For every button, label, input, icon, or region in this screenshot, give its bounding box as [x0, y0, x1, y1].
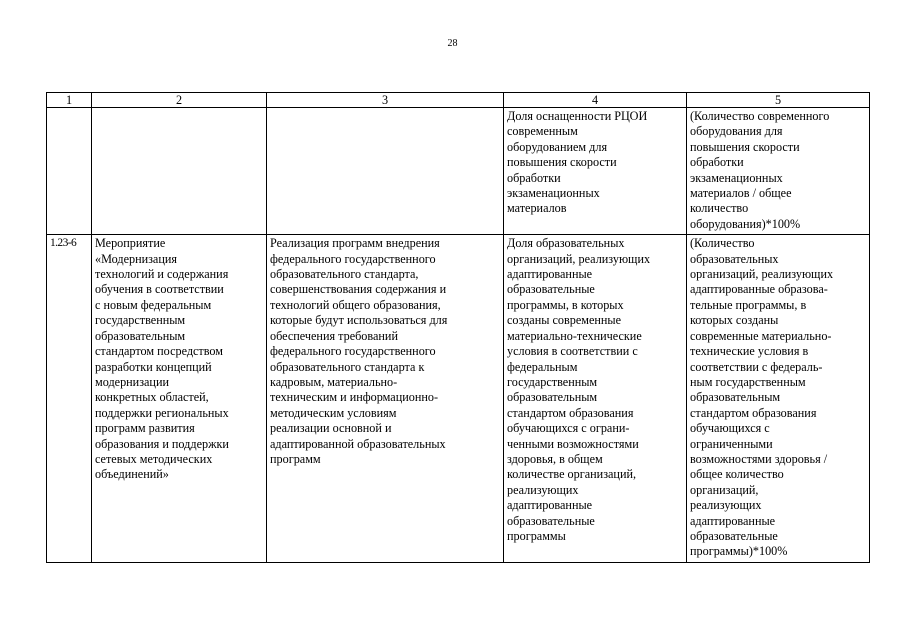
description-cell [267, 235, 504, 563]
table-row [47, 108, 870, 235]
page-number: 28 [447, 38, 458, 49]
column-number-3: 3 [267, 93, 504, 108]
event-cell [92, 108, 267, 235]
event-cell [92, 235, 267, 563]
row-number: 1.23-6 [50, 237, 77, 250]
column-number-2: 2 [92, 93, 267, 108]
event-text: Мероприятие «Модернизация технологий и содержания обучения в соответствии с новым федеральным государственным образовательным стандартом посредством разработки концепций модернизации конкретных областей, поддержки региональных программ развития образования и поддержки сетевых методических объединений» [95, 236, 229, 482]
table-header-row [47, 93, 870, 108]
indicator-cell [504, 235, 687, 563]
indicators-table [46, 92, 870, 563]
column-number-5: 5 [687, 93, 870, 108]
indicator-text: Доля оснащенности РЦОИ современным оборудованием для повышения скорости обработки экзаменационных материалов [507, 109, 648, 216]
row-number-cell [47, 235, 92, 563]
row-number-cell [47, 108, 92, 235]
column-number-1: 1 [47, 93, 92, 108]
indicator-cell [504, 108, 687, 235]
indicator-text: Доля образовательных организаций, реализующих адаптированные образовательные программы, в которых созданы современные материально-технические условия в соответствии с федеральным государственным образовательным стандартом образования обучающихся с ограни- ченными возможностями здоровья, в общем количестве организаций, реализующих адаптированные образовательные программы [507, 236, 651, 543]
description-cell [267, 108, 504, 235]
table-row [47, 235, 870, 563]
formula-cell [687, 235, 870, 563]
column-number-4: 4 [504, 93, 687, 108]
formula-cell [687, 108, 870, 235]
formula-text: (Количество современного оборудования для повышения скорости обработки экзаменационных материалов / общее количество оборудования)*100% [690, 109, 830, 231]
description-text: Реализация программ внедрения федерального государственного образовательного стандарта, совершенствования содержания и технологий общего образования, которые будут использоваться для обеспечения требований федерального государственного образовательного стандарта к кадровым, материально- техническим и информационно- методическим условиям реализации основной и адаптированной образовательных программ [270, 236, 448, 466]
formula-text: (Количество образовательных организаций, реализующих адаптированные образова- тельные программы, в которых созданы современные материально- технические условия в соответствии с федераль- ным государственным образовательным стандартом образования обучающихся с ограниченными возможностями здоровья / общее количество организаций, реализующих адаптированные образовательные программы)*100% [690, 236, 834, 559]
